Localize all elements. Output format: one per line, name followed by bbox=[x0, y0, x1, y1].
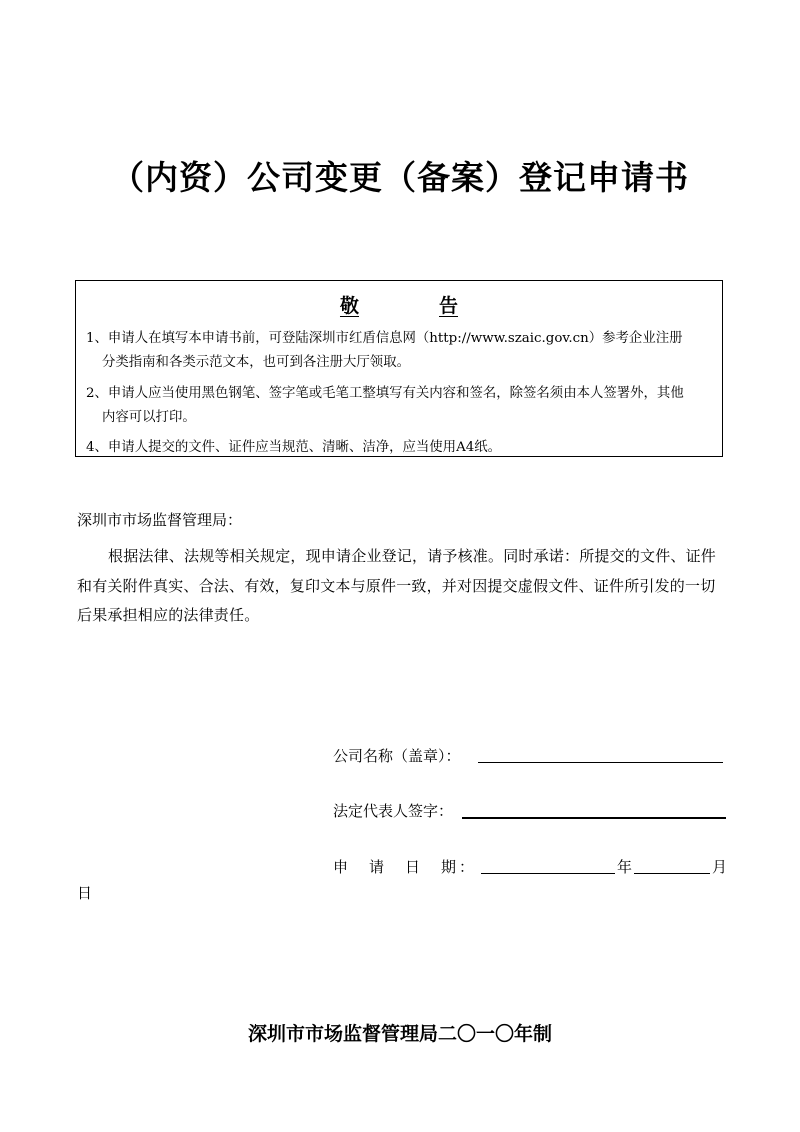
date-year-field[interactable] bbox=[481, 855, 615, 874]
date-label: 申 请 日 期： bbox=[333, 858, 478, 876]
notice-item-1 bbox=[86, 327, 716, 375]
year-label: 年 bbox=[617, 858, 633, 876]
company-name-label: 公司名称（盖章）： bbox=[333, 747, 461, 765]
month-label: 月 bbox=[712, 858, 728, 876]
notice-heading-left: 敬 bbox=[339, 295, 359, 317]
addressee: 深圳市市场监督管理局： bbox=[77, 511, 243, 529]
document-title: （内资）公司变更（备案）登记申请书 bbox=[111, 158, 689, 197]
notice-item-3-line1: 4、申请人提交的文件、证件应当规范、清晰、洁净，应当使用A4纸。 bbox=[86, 440, 502, 455]
notice-heading bbox=[76, 291, 722, 318]
notice-heading-right: 告 bbox=[439, 295, 459, 317]
legal-rep-label: 法定代表人签字： bbox=[333, 802, 454, 820]
notice-box bbox=[75, 280, 723, 457]
notice-item-1-line2: 分类指南和各类示范文本，也可到各注册大厅领取。 bbox=[102, 355, 410, 370]
notice-item-3 bbox=[86, 436, 716, 460]
declaration-text: 根据法律、法规等相关规定，现申请企业登记，请予核准。同时承诺：所提交的文件、证件和有关附件真实、合法、有效，复印文本与原件一致，并对因提交虚假文件、证件所引发的一切后果承担相应的法律责任。 bbox=[77, 547, 717, 624]
date-month-field[interactable] bbox=[634, 855, 710, 874]
notice-item-2 bbox=[86, 382, 716, 430]
declaration-paragraph bbox=[77, 542, 727, 631]
company-name-field[interactable] bbox=[478, 744, 723, 763]
notice-item-2-line1: 2、申请人应当使用黑色钢笔、签字笔或毛笔工整填写有关内容和签名，除签名须由本人签署外，其他 bbox=[86, 386, 684, 401]
footer-issuer: 深圳市市场监督管理局二〇一〇年制 bbox=[247, 1023, 552, 1045]
day-label: 日 bbox=[77, 884, 93, 902]
notice-item-2-line2: 内容可以打印。 bbox=[102, 410, 196, 425]
notice-item-1-line1: 1、申请人在填写本申请书前，可登陆深圳市红盾信息网（http://www.szaic.gov.cn）参考企业注册 bbox=[86, 331, 683, 346]
legal-rep-signature-field[interactable] bbox=[462, 799, 726, 819]
